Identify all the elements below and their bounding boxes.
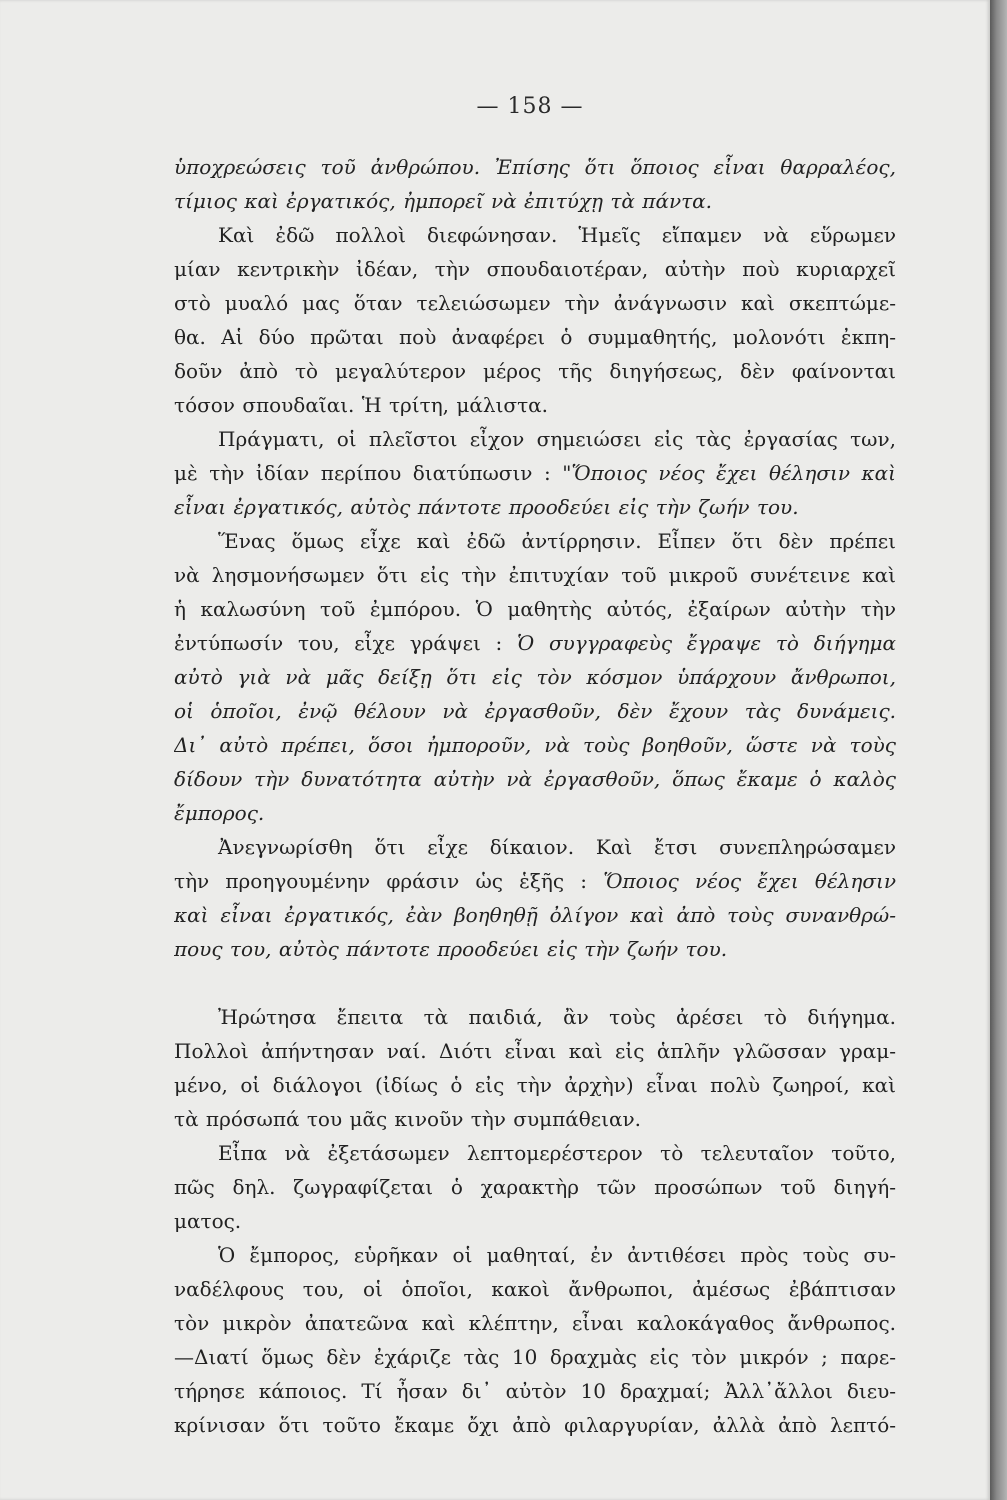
text-run: τήρησε κάποιος. Τί ἦσαν δι᾿ αὐτὸν 10 δραχμαί; Ἀλλ᾿ἄλλοι διευ-: [174, 1379, 896, 1403]
text-line: [174, 762, 896, 796]
text-line: [174, 150, 896, 184]
text-line: [174, 388, 896, 422]
text-run: δοῦν ἀπὸ τὸ μεγαλύτερον μέρος τῆς διηγήσεως, δὲν φαίνονται: [174, 359, 896, 383]
text-run: τὴν προηγουμένην φράσιν ὡς ἑξῆς :: [174, 869, 604, 893]
page-edge-shadow: [990, 0, 1007, 1500]
text-run: τὸν μικρὸν ἀπατεῶνα καὶ κλέπτην, εἶναι καλοκάγαθος ἄνθρωπος.: [174, 1311, 896, 1335]
text-line: [174, 524, 896, 558]
text-line: [174, 932, 896, 966]
italic-text: Ὅποιος νέος ἔχει θέλησιν: [603, 869, 896, 893]
italic-text: Δι᾿ αὐτὸ πρέπει, ὅσοι ἠμποροῦν, νὰ τοὺς βοηθοῦν, ὥστε νὰ τοὺς: [174, 733, 896, 757]
text-line: [174, 1408, 896, 1442]
text-line: [174, 422, 896, 456]
text-run: μὲ τὴν ἰδίαν περίπου διατύπωσιν :: [174, 461, 563, 485]
text-run: Εἶπα νὰ ἐξετάσωμεν λεπτομερέστερον τὸ τελευταῖον τοῦτο,: [218, 1141, 896, 1165]
text-line: [174, 218, 896, 252]
text-line: [174, 864, 896, 898]
text-line: [174, 1136, 896, 1170]
text-line: [174, 1272, 896, 1306]
text-line: [174, 252, 896, 286]
text-run: μένο, οἱ διάλογοι (ἰδίως ὁ εἰς τὴν ἀρχὴν) εἶναι πολὺ ζωηροί, καὶ: [174, 1073, 896, 1097]
text-run: Ὁ ἔμπορος, εὑρῆκαν οἱ μαθηταί, ἐν ἀντιθέσει πρὸς τοὺς συ-: [218, 1243, 896, 1267]
text-run: κρίνισαν ὅτι τοῦτο ἔκαμε ὄχι ἀπὸ φιλαργυρίαν, ἀλλὰ ἀπὸ λεπτό-: [174, 1413, 896, 1437]
text-line: [174, 626, 896, 660]
page-number: — 158 —: [476, 94, 584, 119]
body-text: [174, 150, 896, 1442]
text-line: [174, 1000, 896, 1034]
italic-text: τίμιος καὶ ἐργατικός, ἠμπορεῖ νὰ ἐπιτύχῃ τὰ πάντα.: [174, 189, 713, 213]
italic-text: δίδουν τὴν δυνατότητα αὐτὴν νὰ ἐργασθοῦν, ὅπως ἔκαμε ὁ καλὸς: [174, 767, 896, 791]
text-run: Καὶ ἐδῶ πολλοὶ διεφώνησαν. Ἡμεῖς εἴπαμεν νὰ εὕρωμεν: [218, 223, 896, 247]
text-run: Ἕνας ὅμως εἶχε καὶ ἐδῶ ἀντίρρησιν. Εἶπεν ὅτι δὲν πρέπει: [218, 529, 896, 553]
italic-text: πους του, αὐτὸς πάντοτε προοδεύει εἰς τὴν ζωήν του.: [174, 937, 728, 961]
italic-text: καὶ εἶναι ἐργατικός, ἐὰν βοηθηθῇ ὀλίγον καὶ ἀπὸ τοὺς συνανθρώ-: [174, 903, 896, 927]
text-line: [174, 728, 896, 762]
text-line: [174, 1374, 896, 1408]
text-line: [174, 1170, 896, 1204]
text-line: [174, 830, 896, 864]
text-line: [174, 660, 896, 694]
italic-text: ὑποχρεώσεις τοῦ ἀνθρώπου. Ἐπίσης ὅτι ὅποιος εἶναι θαρραλέος,: [174, 155, 896, 179]
text-line: [174, 354, 896, 388]
text-line: [174, 1306, 896, 1340]
italic-text: αὐτὸ γιὰ νὰ μᾶς δείξῃ ὅτι εἰς τὸν κόσμον ὑπάρχουν ἄνθρωποι,: [174, 665, 896, 689]
text-run: ἡ καλωσύνη τοῦ ἐμπόρου. Ὁ μαθητὴς αὐτός, ἐξαίρων αὐτὴν τὴν: [174, 597, 896, 621]
text-line: [174, 184, 896, 218]
italic-text: ἔμπορος.: [174, 801, 265, 825]
text-line: [174, 558, 896, 592]
text-run: Πολλοὶ ἀπήντησαν ναί. Διότι εἶναι καὶ εἰς ἁπλῆν γλῶσσαν γραμ-: [174, 1039, 896, 1063]
text-line: [174, 320, 896, 354]
text-run: θα. Αἱ δύο πρῶται ποὺ ἀναφέρει ὁ συμμαθητής, μολονότι ἐκπη-: [174, 325, 896, 349]
italic-text: Ὁ συγγραφεὺς ἔγραψε τὸ διήγημα: [517, 631, 896, 655]
italic-text: εἶναι ἐργατικός, αὐτὸς πάντοτε προοδεύει εἰς τὴν ζωήν του.: [174, 495, 799, 519]
text-line: [174, 796, 896, 830]
text-run: νὰ λησμονήσωμεν ὅτι εἰς τὴν ἐπιτυχίαν τοῦ μικροῦ συνέτεινε καὶ: [174, 563, 896, 587]
text-line: [174, 456, 896, 490]
text-run: —Διατί ὅμως δὲν ἐχάριζε τὰς 10 δραχμὰς εἰς τὸν μικρόν ; παρε-: [174, 1345, 896, 1369]
text-line: [174, 592, 896, 626]
text-line: [174, 898, 896, 932]
text-line: [174, 286, 896, 320]
text-line: [174, 1340, 896, 1374]
text-run: τόσον σπουδαῖαι. Ἡ τρίτη, μάλιστα.: [174, 393, 548, 417]
italic-text: "Ὅποιος νέος ἔχει θέλησιν καὶ: [562, 461, 896, 485]
text-run: ἐντύπωσίν του, εἶχε γράψει :: [174, 631, 518, 655]
text-run: μίαν κεντρικὴν ἰδέαν, τὴν σπουδαιοτέραν, αὐτὴν ποὺ κυριαρχεῖ: [174, 257, 896, 281]
text-line: [174, 1102, 896, 1136]
text-run: ματος.: [174, 1209, 242, 1233]
text-run: Ἀνεγνωρίσθη ὅτι εἶχε δίκαιον. Καὶ ἔτσι συνεπληρώσαμεν: [218, 835, 896, 859]
text-run: Ἠρώτησα ἔπειτα τὰ παιδιά, ἂν τοὺς ἀρέσει τὸ διήγημα.: [218, 1005, 896, 1029]
text-line: [174, 1238, 896, 1272]
text-run: τὰ πρόσωπά του μᾶς κινοῦν τὴν συμπάθειαν.: [174, 1107, 642, 1131]
text-line: [174, 1068, 896, 1102]
text-run: ναδέλφους του, οἱ ὁποῖοι, κακοὶ ἄνθρωποι, ἀμέσως ἐβάπτισαν: [174, 1277, 896, 1301]
italic-text: οἱ ὁποῖοι, ἐνῷ θέλουν νὰ ἐργασθοῦν, δὲν ἔχουν τὰς δυνάμεις.: [174, 699, 896, 723]
text-line: [174, 1204, 896, 1238]
text-line: [174, 694, 896, 728]
text-line: [174, 1034, 896, 1068]
text-run: στὸ μυαλό μας ὅταν τελειώσωμεν τὴν ἀνάγνωσιν καὶ σκεπτώμε-: [174, 291, 896, 315]
text-line: [174, 490, 896, 524]
text-run: Πράγματι, οἱ πλεῖστοι εἶχον σημειώσει εἰς τὰς ἐργασίας των,: [218, 427, 896, 451]
text-run: πῶς δηλ. ζωγραφίζεται ὁ χαρακτὴρ τῶν προσώπων τοῦ διηγή-: [174, 1175, 896, 1199]
